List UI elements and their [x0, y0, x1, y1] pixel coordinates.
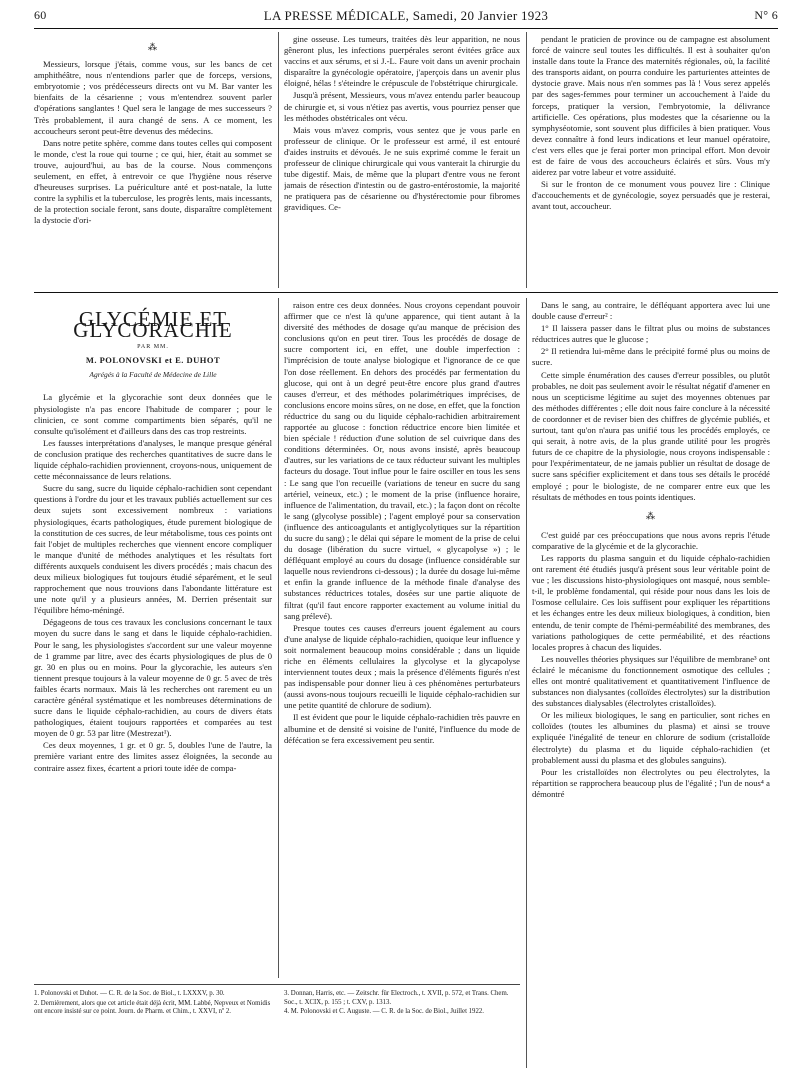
footnotes-left — [34, 990, 272, 1018]
article-title: GLYCÉMIE ET GLYCORACHIE — [73, 307, 233, 343]
article-affiliation: Agrégés à la Faculté de Médecine de Lille — [89, 370, 217, 380]
paragraph: 1° Il laissera passer dans le filtrat plus ou moins de substances réductrices autres que le glucose ; — [532, 323, 770, 345]
paragraph: Ces deux moyennes, 1 gr. et 0 gr. 5, doubles l'une de l'autre, la première variant entre des limites assez éloignées, la seconde au contraire assez fixes, écartent a priori toute idée de compa- — [34, 740, 272, 773]
paragraph: Si sur le fronton de ce monument vous pouvez lire : Clinique d'accouchements et de gynécologie, soyez persuadés que je resterai, avant tout, accoucheur. — [532, 179, 770, 212]
journal-title: LA PRESSE MÉDICALE, Samedi, 20 Janvier 1923 — [263, 8, 549, 23]
article-column-1 — [34, 300, 272, 976]
section-ornament: ⁂ — [148, 42, 158, 52]
paragraph: Jusqu'à présent, Messieurs, vous m'avez entendu parler beaucoup de chirurgie et, si vous n'étiez pas avertis, vous pourriez penser que les méthodes obstétricales ont vécu. — [284, 90, 520, 123]
paragraph: Presque toutes ces causes d'erreurs jouent également au cours d'une analyse de liquide céphalo-rachidien, quoique leur influence y soit normalement beaucoup moins considérable ; dans un liquide riche en éléments cellulaires la glycolyse et la glycapolyse interviennent toutes deux ; mais la présence d'éléments figurés n'est pas indispensable pour donner lieu à ces phénomènes perturbateurs (aussi avons-nous toujours recueilli le liquide céphalo-rachidien sur une petite quantité de chlorure de sodium). — [284, 622, 520, 711]
column-divider — [278, 298, 279, 978]
top-column-1 — [34, 40, 272, 286]
paragraph: Les nouvelles théories physiques sur l'équilibre de membrane³ ont éclairé le mécanisme du fonctionnement osmotique des cellules ; elles ont montré qualitativement et quantitativement l'influence de substances non dialysantes (colloïdes électrolytes) sur la distribution des substances dialysables (électrolytes cristalloïdes). — [532, 653, 770, 709]
paragraph: gine osseuse. Les tumeurs, traitées dès leur apparition, ne nous gêneront plus, les infections puerpérales seront évitées grâce aux vaccins et aux sérums, et si J.-L. Faure voit dans un avenir prochain disparaître la gynécologie opératoire, j'aperçois dans un avenir plus éloigné, hélas ! s'éteindre le crépuscule de l'obstétrique chirurgicale. — [284, 34, 520, 89]
paragraph: pendant le praticien de province ou de campagne est absolument forcé de vaincre seul toutes les difficultés. Il est à souhaiter qu'on installe dans toute la France des maternités régionales, où, la facilité des transports aidant, on pourra conduire les parturientes atteintes de dystocie grave. Mais nous n'en sommes pas là ! Vous serez appelés par des sages-femmes pour terminer un accouchement à l'aide du forceps, pratiquer la version, l'embryotomie, la délivrance artificielle. Ces opérations, plus modestes que la césarienne ou la symphyséotomie, sont souvent plus difficiles à bien pratiquer. Vous devez connaître à fond leurs indications et leur manuel opératoire, c'est vers elles que je ferai porter mon principal effort. Mon devoir est de faire de vous des accoucheurs éclairés et sûrs. Vous m'y aiderez par votre labeur et votre assiduité. — [532, 34, 770, 178]
paragraph: Dans le sang, au contraire, le défléquant apportera avec lui une double cause d'erreur² : — [532, 300, 770, 322]
paragraph: Messieurs, lorsque j'étais, comme vous, sur les bancs de cet amphithéâtre, nous n'entendions parler que de forceps, versions, embryotomie ; vos prédécesseurs directs ont vu M. Bar vanter les bienfaits de la césarienne ; vous m'entendrez souvent parler d'opérations sanglantes ! Quel sera le langage de mes successeurs ? Très probablement, il aura changé de sens. A ce moment, les accoucheurs seront peut-être devenus des médecins. — [34, 59, 272, 136]
paragraph: Sucre du sang, sucre du liquide céphalo-rachidien sont cependant questions à l'ordre du jour et les travaux publiés actuellement sur ces deux sujets sont excessivement nombreux : variations physiologiques, écarts pathologiques, étude purement biologique de la constitution de ces sucres, de leur métabolisme, tous ces points ont fait l'objet de multiples recherches que viennent encore compliquer le manque d'unité de méthodes analytiques et les résultats fort différents auxquels conduisent les divers procédés ; mais chacun des deux milieux biologiques fut toujours étudié séparément, et le seul rapprochement que nous trouvions dans l'abondante littérature est une note qu'il y a plusieurs années, M. Derrien présentait sur l'équilibre hémo-méningé. — [34, 483, 272, 616]
article-byline-par: PAR MM. — [137, 344, 169, 351]
issue-number: N° 6 — [754, 8, 778, 22]
column-divider — [526, 32, 527, 288]
paragraph: Or les milieux biologiques, le sang en particulier, sont riches en colloïdes (toutes les albumines du plasma) et ainsi se trouve expliquée l'inégalité de teneur en chlorure de sodium (cristalloïde électrolyte) du plasma et du liquide céphalo-rachidien (et probablement aussi du plasma et des globules sanguins). — [532, 710, 770, 765]
paragraph: Cette simple énumération des causes d'erreur possibles, ou plutôt probables, ne doit pas seulement avoir le résultat négatif d'amener en nous un scepticisme légitime au sujet des moyennes obtenues par des méthodes différentes ; elle doit nous faire conclure à la nécessité de coordonner et de reviser bien des chiffres de glycémie publiés, et surtout, tant qu'on n'aura pas unifié tous les procédés employés, ce qui serait, à notre avis, de la plus grande utilité pour les progrès futurs de ce chapitre de la physiologie, nous croyons indispensable : pour l'expérimentateur, de ne jamais publier un résultat de dosage de sucre sans spécifier explicitement et dans tous ses détails le procédé employé ; pour le biologiste, de ne comparer entre eux que les résultats de méthodes en tous points identiques. — [532, 369, 770, 502]
top-column-3 — [532, 34, 770, 286]
top-column-2 — [284, 34, 520, 286]
article-column-2 — [284, 300, 520, 976]
footnote: 3. Donnan, Harris, etc. — Zeitschr. für Electroch., t. XVII, p. 572, et Trans. Chem. Soc., t. XCIX, p. 155 ; t. CXV, p. 1313. — [284, 990, 509, 1006]
article-column-3 — [532, 300, 770, 1076]
column-divider — [526, 298, 527, 1068]
paragraph: Les fausses interprétations d'analyses, le manque presque général de conclusion pratique des recherches quantitatives de sucre dans le liquide céphalo-rachidien proviennent, croyons-nous, uniquement de cette méconnaissance de leurs relations. — [34, 437, 272, 482]
column-divider — [278, 32, 279, 288]
page-number: 60 — [34, 8, 47, 22]
paragraph: Dans notre petite sphère, comme dans toutes celles qui composent le monde, c'est la roue qui tourne ; ce qui, hier, était au sommet se trouve, aujourd'hui, au bas de la course. Nous commençons seulement, en effet, à entrevoir ce que l'hygiène nous réserve d'heureuses surprises. La puériculture anté et post-natale, la lutte contre la syphilis et la tuberculose, les progrès lents, mais incessants, de la protection sociale feront, sans doute, disparaître complètement la dystocie d'ori- — [34, 137, 272, 226]
paragraph: La glycémie et la glycorachie sont deux données que le physiologiste n'a pas encore l'habitude de comparer ; pour le clinicien, ce sont comme compartiments bien séparés, qu'il ne consulte qu'isolément et d'ailleurs dans des cas trop restreints. — [34, 392, 272, 436]
section-divider — [34, 292, 778, 293]
paragraph: raison entre ces deux données. Nous croyons cependant pouvoir affirmer que ce n'est là qu'une apparence, qui tient autant à la diversité des méthodes de dosage qu'au manque de précision des conclusions qu'on en peut tirer. Tous les procédés de dosage de sucre comportent ici, en effet, une double imperfection : l'imprécision de toute analyse biologique et l'ignorance de ce que l'on dose réellement. En dehors des procédés par fermentation du glucose, qui ont à un degré peut-être encore plus grand d'autres causes d'erreur, et des méthodes polarimétriques imprécises, de conclusions encore moins sûres, on ne dose, en effet, que la fonction réductrice du sang ou du liquide céphalo-rachidien arbitrairement rapportée au glucose : fonction réductrice encore bien limitée et bien spéciale ! réduction d'une solution de sel cuivrique dans des conditions déterminées. Or, nous avons insisté, après beaucoup d'autres, sur les variations de ce taux réducteur suivant les multiples facteurs du dosage. Tout influe pour le faire osciller en tous les sens : Le sang que l'on recueille (variations de teneur en sucre du sang artériel, veineux, etc.) ; le moment de la prise (influence horaire, influence de l'alimentation, du travail, etc.) ; la façon dont on récolte le sang (glycolyse possible) ; l'agent employé pour sa conservation (influence des anticoagulants et antiglycolytiques sur la répartition du sucre du sang) ; le délai qui sépare le moment de la prise de celui du dosage (libération du sucre virtuel, « glycapolyse ») ; le défléquant employé au cours du dosage (influence considérable sur laquelle nous reviendrons ci-dessous) ; la durée du dosage lui-même et enfin la grande influence de la méthode finale d'analyse des substances réductrices totales, dosées sur une partie aliquote de filtrat (qu'il faut encore rapporter exactement au volume initial du sang prélevé). — [284, 300, 520, 621]
footnote-divider — [34, 984, 520, 985]
footnote: 4. M. Polonovski et C. Auguste. — C. R. de la Soc. de Biol., Juillet 1922. — [284, 1008, 484, 1016]
paragraph: Mais vous m'avez compris, vous sentez que je vous parle en professeur de clinique. Or le professeur est armé, il est entouré d'aides instruits et dévoués. Je ne suis exprimé comme le ferait un professeur de clinique chirurgicale qui vous vanterait la chirurgie du tube digestif. Mais, de même que la plupart d'entre vous ne feront jamais de résection d'intestin ou de gastro-entérostomie, la majorité ne pratiquera pas de césarienne ou d'hystérectomie pour fibromes gravidiques. Ce- — [284, 124, 520, 213]
paragraph: Dégageons de tous ces travaux les conclusions concernant le taux moyen du sucre dans le sang et dans le liquide céphalo-rachidien. Pour le sang, les physiologistes s'accordent sur une valeur moyenne de 1 gramme par litre, avec des écarts physiologiques de plus de 0 gr. 30 en plus ou en moins. Pour la glycorachie, les auteurs s'en tiennent presque toujours à la valeur moyenne de 0 gr. 5 avec de très faibles écarts normaux. Mais là les recherches ont rarement eu un caractère général systématique et les nombreuses déterminations de sucre dans le liquide céphalo-rachidien, au cours de divers états pathologiques, étaient toujours rapportées et comparées au test moyen de 0 gr. 53 par litre (Mestrezat¹). — [34, 617, 272, 739]
paragraph: 2° Il retiendra lui-même dans le précipité formé plus ou moins de sucre. — [532, 346, 770, 368]
footnotes-right — [284, 990, 520, 1018]
footnote: 2. Dernièrement, alors que cet article était déjà écrit, MM. Labbé, Nepveux et Nomidis ont encore insisté sur ce point. Journ. de Pharm. et Chim., t. XXVI, nº 2. — [34, 999, 271, 1016]
paragraph: Les rapports du plasma sanguin et du liquide céphalo-rachidien ont rarement été étudiés jusqu'à présent sous leur véritable point de vue ; les discussions histo-physiologiques ont masqué, nous semble-t-il, le problème fondamental, qui réside pour nous dans les lois de l'osmose cellulaire. Ces lois suffisent pour expliquer les répartitions et les échanges entre les deux milieux biologiques, à condition, bien entendu, de tenir compte de l'hémi-perméabilité des membranes, des variations pathologiques de cette perméabilité, et des réactions locales propres à chacun des liquides. — [532, 552, 770, 652]
footnote: 1. Polonovski et Duhot. — C. R. de la Soc. de Biol., t. LXXXV, p. 30. — [34, 990, 225, 997]
page-header — [34, 2, 778, 29]
paragraph: Pour les cristalloïdes non électrolytes ou peu électrolytes, la répartition se rapprochera beaucoup plus de l'égalité ; l'un de nous⁴ a démontré — [532, 766, 770, 799]
section-ornament: ⁂ — [646, 510, 656, 521]
paragraph: C'est guidé par ces préoccupations que nous avons repris l'étude comparative de la glycémie et de la glycorachie. — [532, 529, 770, 551]
paragraph: Il est évident que pour le liquide céphalo-rachidien très pauvre en albumine et de densité si voisine de l'unité, l'influence du mode de défécation se fera excessivement peu sentir. — [284, 712, 520, 745]
article-authors: M. POLONOVSKI et E. DUHOT — [85, 355, 221, 366]
